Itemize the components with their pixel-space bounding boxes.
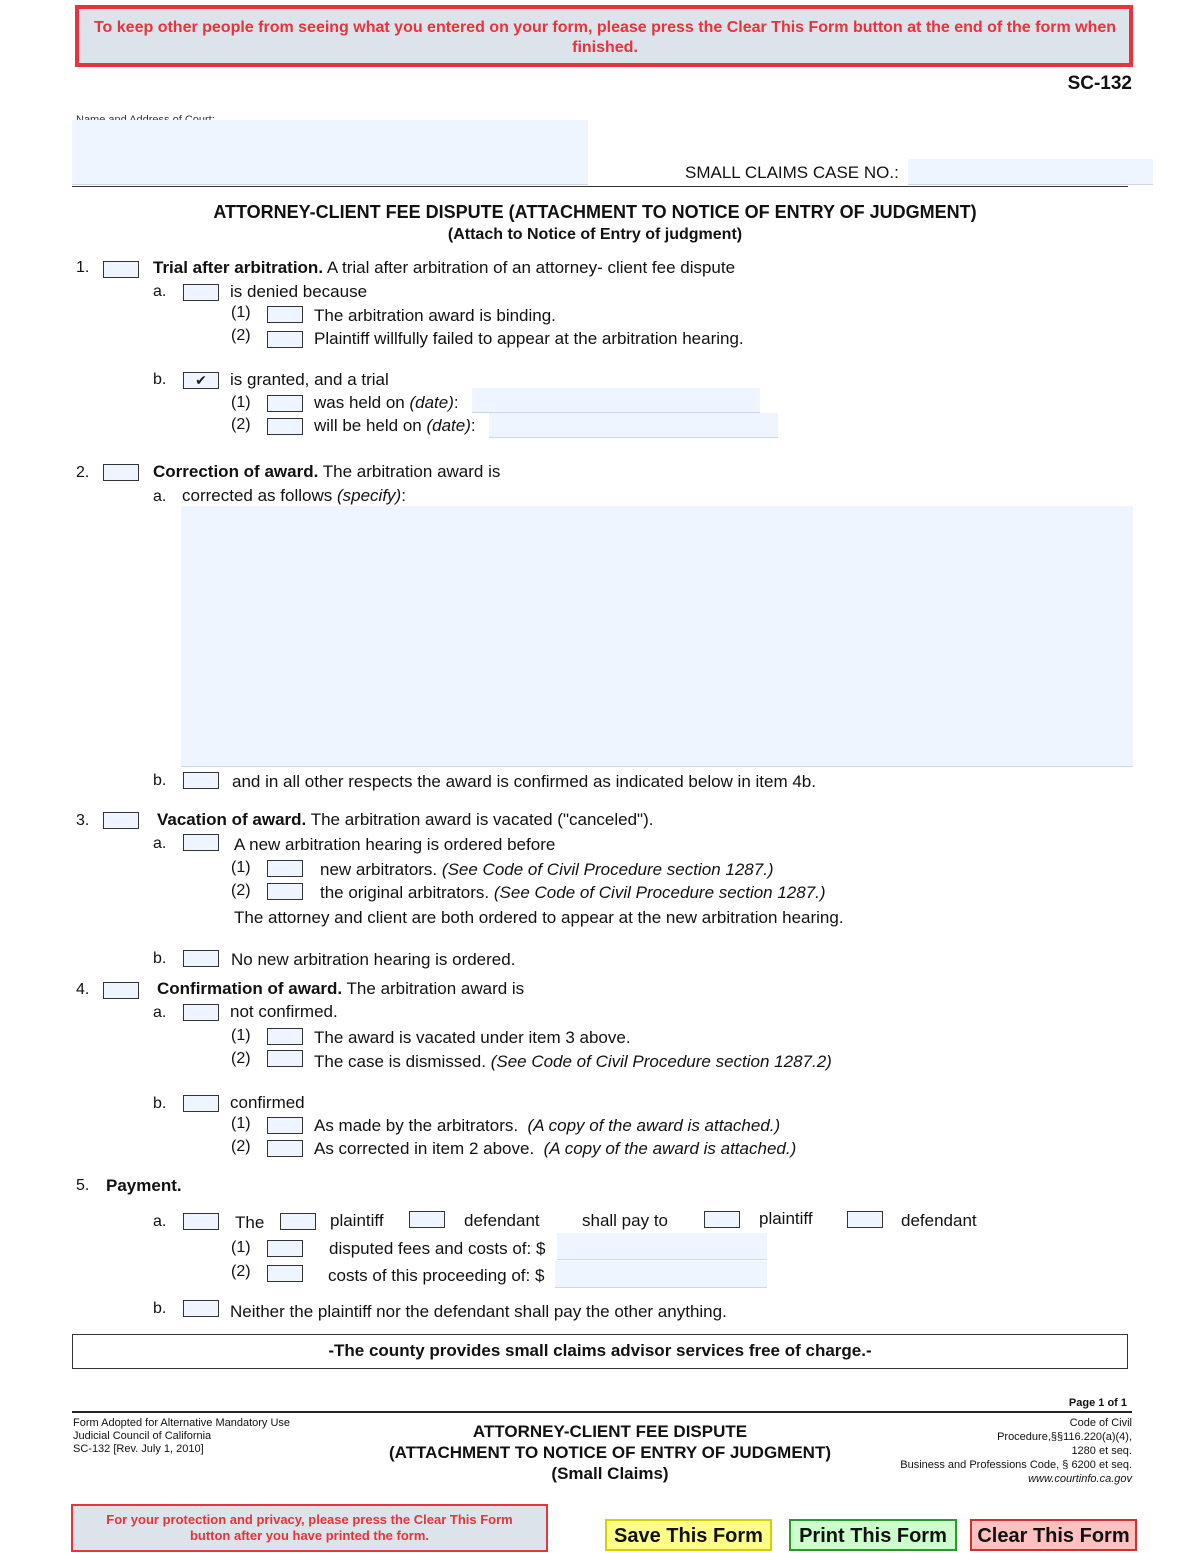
court-name-address-field[interactable]: [72, 120, 588, 185]
item4a2-text: The case is dismissed.: [314, 1052, 486, 1071]
item4b-checkbox[interactable]: [183, 1095, 219, 1112]
item3a-letter: a.: [153, 835, 167, 852]
page-subtitle: (Attach to Notice of Entry of judgment): [447, 226, 743, 243]
item2a-colon: :: [401, 486, 406, 505]
advisor-notice: -The county provides small claims advisor services free of charge.-: [72, 1334, 1128, 1369]
item3a2-checkbox[interactable]: [267, 883, 303, 900]
item1a2-text: Plaintiff willfully failed to appear at the arbitration hearing.: [314, 329, 744, 348]
item4a2-italic: (See Code of Civil Procedure section 1287.2): [490, 1052, 832, 1071]
item5b-checkbox[interactable]: [183, 1300, 219, 1317]
header-rule: [72, 186, 1128, 187]
footer-left-line1: Form Adopted for Alternative Mandatory Use: [73, 1417, 291, 1429]
payer-defendant-checkbox[interactable]: [409, 1211, 445, 1228]
trial-will-be-held-date-field[interactable]: [489, 413, 778, 438]
item3-number: 3.: [76, 812, 90, 829]
item3a1-line: [320, 860, 774, 880]
form-id: SC-132: [1067, 73, 1132, 94]
item1b2-line: [314, 416, 476, 436]
item1b1-line: [314, 393, 459, 413]
item5a1-checkbox[interactable]: [267, 1240, 303, 1257]
item1b1-number: (1): [231, 394, 251, 411]
item2a-line: [182, 486, 406, 506]
item4b1-line: [314, 1116, 780, 1136]
item3-checkbox[interactable]: [103, 812, 139, 829]
item2-text: The arbitration award is: [322, 462, 501, 481]
item1b2-colon: :: [470, 416, 476, 435]
payer-plaintiff-label: plaintiff: [330, 1211, 384, 1230]
item1b2-text: will be held on: [314, 416, 422, 435]
item4b1-text: As made by the arbitrators.: [314, 1116, 519, 1135]
item4b1-number: (1): [231, 1115, 251, 1132]
item1b-letter: b.: [153, 371, 167, 388]
save-form-button[interactable]: Save This Form: [605, 1519, 772, 1551]
footer-right-line3: 1280 et seq.: [1071, 1445, 1132, 1457]
footer-left: [73, 1417, 290, 1456]
item4b-letter: b.: [153, 1095, 167, 1112]
item3b-text: No new arbitration hearing is ordered.: [231, 950, 516, 969]
print-form-button[interactable]: Print This Form: [789, 1519, 957, 1551]
item1-text: A trial after arbitration of an attorney- client fee dispute: [326, 258, 736, 277]
footer-right-line2: Procedure,§§116.220(a)(4),: [997, 1431, 1132, 1443]
payee-defendant-checkbox[interactable]: [847, 1211, 883, 1228]
footer-right-line1: Code of Civil: [1069, 1417, 1132, 1429]
item5a1-text: disputed fees and costs of: $: [329, 1239, 546, 1258]
item3a2-line: [320, 883, 826, 903]
item2b-text: and in all other respects the award is confirmed as indicated below in item 4b.: [232, 772, 816, 791]
privacy-notice: For your protection and privacy, please press the Clear This Form button after you have printed the form.: [71, 1504, 548, 1552]
payee-plaintiff-label: plaintiff: [759, 1209, 813, 1228]
item4b1-italic: (A copy of the award is attached.): [527, 1116, 781, 1135]
item4a2-checkbox[interactable]: [267, 1050, 303, 1067]
item1b-text: is granted, and a trial: [230, 370, 389, 389]
item4a2-line: [314, 1052, 832, 1072]
page-number: Page 1 of 1: [1068, 1397, 1127, 1409]
item2-checkbox[interactable]: [103, 464, 139, 481]
item4-number: 4.: [76, 981, 90, 998]
case-no-label: SMALL CLAIMS CASE NO.:: [685, 163, 899, 182]
item4a1-text: The award is vacated under item 3 above.: [314, 1028, 631, 1047]
item3a2-italic: (See Code of Civil Procedure section 1287.): [493, 883, 826, 902]
footer-rule: [72, 1411, 1132, 1413]
item5b-text: Neither the plaintiff nor the defendant shall pay the other anything.: [230, 1302, 727, 1321]
item4b2-text: As corrected in item 2 above.: [314, 1139, 535, 1158]
top-notice-text: To keep other people from seeing what you entered on your form, please press the Clear This Form button at the end of the form when finished.: [93, 19, 1117, 56]
item3b-checkbox[interactable]: [183, 950, 219, 967]
item2-line: [153, 462, 500, 482]
item3b-letter: b.: [153, 950, 167, 967]
item1-line: [153, 258, 735, 278]
footer-title: [310, 1421, 910, 1484]
item4b2-line: [314, 1139, 796, 1159]
item3a-text: A new arbitration hearing is ordered before: [234, 835, 556, 854]
item4a-letter: a.: [153, 1004, 167, 1021]
item1b1-checkbox[interactable]: [267, 395, 303, 412]
item4a1-number: (1): [231, 1027, 251, 1044]
shall-pay-to-label: shall pay to: [582, 1211, 668, 1230]
item2b-letter: b.: [153, 772, 167, 789]
footer-right-line4: Business and Professions Code, § 6200 et seq.: [900, 1459, 1132, 1471]
page-title: ATTORNEY-CLIENT FEE DISPUTE (ATTACHMENT TO NOTICE OF ENTRY OF JUDGMENT): [213, 202, 977, 222]
item4-checkbox[interactable]: [103, 982, 139, 999]
disputed-fees-amount-field[interactable]: [557, 1233, 767, 1260]
proceeding-costs-amount-field[interactable]: [555, 1261, 767, 1288]
item1-number: 1.: [76, 259, 90, 276]
item1a-text: is denied because: [230, 282, 368, 301]
item3a-checkbox[interactable]: [183, 834, 219, 851]
item3a2-number: (2): [231, 882, 251, 899]
item1a-checkbox[interactable]: [183, 284, 219, 301]
item1b1-text: was held on: [314, 393, 405, 412]
item4b2-italic: (A copy of the award is attached.): [543, 1139, 797, 1158]
item1a1-checkbox[interactable]: [267, 306, 303, 323]
footer-left-line3: SC-132 [Rev. July 1, 2010]: [73, 1443, 204, 1455]
correction-specify-field[interactable]: [181, 506, 1133, 767]
item5b-letter: b.: [153, 1300, 167, 1317]
footer-left-line2: Judicial Council of California: [73, 1430, 212, 1442]
item1a1-text: The arbitration award is binding.: [314, 306, 556, 325]
item1a2-number: (2): [231, 327, 251, 344]
item4a-text: not confirmed.: [230, 1002, 338, 1021]
item2-heading: Correction of award.: [153, 462, 319, 481]
item3a1-italic: (See Code of Civil Procedure section 1287.): [441, 860, 774, 879]
item2-number: 2.: [76, 464, 90, 481]
item4a1-checkbox[interactable]: [267, 1028, 303, 1045]
item1b-checkbox[interactable]: ✔: [183, 372, 219, 389]
item3a1-checkbox[interactable]: [267, 860, 303, 877]
item1-heading: Trial after arbitration.: [153, 258, 324, 277]
item4a2-number: (2): [231, 1050, 251, 1067]
item5a2-number: (2): [231, 1263, 251, 1280]
item4-line: [157, 979, 524, 999]
footer-title-line1: ATTORNEY-CLIENT FEE DISPUTE: [472, 1422, 748, 1441]
item1a2-checkbox[interactable]: [267, 331, 303, 348]
item1b2-number: (2): [231, 416, 251, 433]
item5a1-number: (1): [231, 1239, 251, 1256]
payee-defendant-label: defendant: [901, 1211, 977, 1230]
item1b2-checkbox[interactable]: [267, 418, 303, 435]
item5-heading: Payment.: [106, 1176, 182, 1195]
item4b1-checkbox[interactable]: [267, 1117, 303, 1134]
item5a-the: The: [235, 1213, 265, 1232]
payee-plaintiff-checkbox[interactable]: [704, 1211, 740, 1228]
item3-heading: Vacation of award.: [157, 810, 307, 829]
item1b1-colon: :: [453, 393, 459, 412]
footer-right: [860, 1416, 1132, 1486]
item4b-text: confirmed: [230, 1093, 305, 1112]
item1b2-italic: (date): [426, 416, 471, 435]
item5a-checkbox[interactable]: [183, 1213, 219, 1230]
item2a-letter: a.: [153, 488, 167, 505]
item3a1-number: (1): [231, 859, 251, 876]
footer-website-link[interactable]: www.courtinfo.ca.gov: [1028, 1473, 1132, 1485]
item1b1-italic: (date): [409, 393, 454, 412]
item4a-checkbox[interactable]: [183, 1004, 219, 1021]
item1a-letter: a.: [153, 283, 167, 300]
item5a2-text: costs of this proceeding of: $: [328, 1266, 545, 1285]
item5a2-checkbox[interactable]: [267, 1265, 303, 1282]
item3-text: The arbitration award is vacated ("canceled").: [310, 810, 654, 829]
footer-title-line3: (Small Claims): [551, 1464, 669, 1483]
item2a-italic: (specify): [336, 486, 402, 505]
footer-title-line2: (ATTACHMENT TO NOTICE OF ENTRY OF JUDGMENT): [389, 1443, 831, 1462]
item4-text: The arbitration award is: [346, 979, 525, 998]
trial-held-date-field[interactable]: [472, 388, 760, 413]
item3-line: [157, 810, 653, 830]
payer-plaintiff-checkbox[interactable]: [280, 1213, 316, 1230]
item3a1-text: new arbitrators.: [320, 860, 438, 879]
item4-heading: Confirmation of award.: [157, 979, 343, 998]
item3a-note: The attorney and client are both ordered to appear at the new arbitration hearing.: [234, 908, 844, 927]
item4b2-number: (2): [231, 1138, 251, 1155]
payer-defendant-label: defendant: [464, 1211, 540, 1230]
item1-checkbox[interactable]: [103, 261, 139, 278]
item5a-letter: a.: [153, 1213, 167, 1230]
case-number-field[interactable]: [908, 159, 1153, 185]
clear-form-button[interactable]: Clear This Form: [970, 1519, 1137, 1551]
item4b2-checkbox[interactable]: [267, 1140, 303, 1157]
item3a2-text: the original arbitrators.: [320, 883, 490, 902]
item1a1-number: (1): [231, 304, 251, 321]
item2b-checkbox[interactable]: [183, 772, 219, 789]
item2a-text: corrected as follows: [182, 486, 333, 505]
item5-number: 5.: [76, 1177, 90, 1194]
